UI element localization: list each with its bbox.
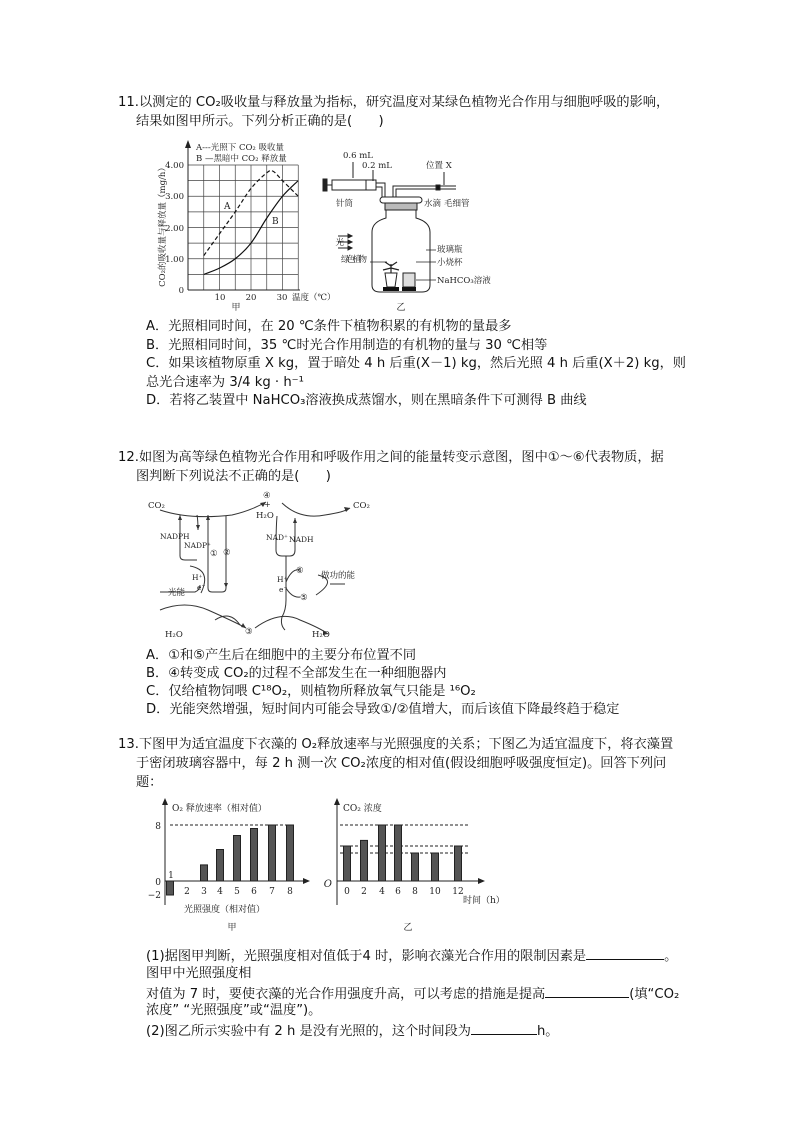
x-tick-label: 6 <box>395 887 401 897</box>
bar <box>217 850 224 882</box>
label-2: ② <box>223 548 231 558</box>
chart-a-ytick: −2 <box>147 891 161 901</box>
nadph: NADPH <box>160 532 190 541</box>
q11-option-c-cont: 总光合速率为 3/4 kg · h⁻¹ <box>146 375 304 390</box>
q13-sub1-line4: 浓度” “光照强度”或“温度”)。 <box>146 1003 322 1018</box>
label-5: ⑤ <box>300 593 308 603</box>
bar <box>269 825 276 881</box>
x-tick-label: 4 <box>217 887 223 897</box>
co2-right: CO₂ <box>353 501 370 511</box>
x-tick-label: 2 <box>361 887 367 897</box>
text: h。 <box>536 1024 559 1039</box>
xtick: 30 <box>276 293 288 303</box>
q13-sub1-line1 <box>146 946 677 966</box>
label-3: ③ <box>245 627 253 637</box>
ytick: 0 <box>178 286 184 296</box>
curve-label-b: B <box>272 217 279 227</box>
q13-stem-line2: 于密闭玻璃容器中，每 2 h 测一次 CO₂浓度的相对值(假设细胞呼吸强度恒定)。回答下列问 <box>136 756 667 771</box>
q13-sub1-line2: 图甲中光照强度相 <box>146 966 252 981</box>
x-tick-label: 8 <box>287 887 293 897</box>
ytick: 3.00 <box>165 192 184 202</box>
light-energy: 光能 <box>168 588 186 598</box>
text: (填“CO₂ <box>629 987 680 1002</box>
x-tick-label: 7 <box>269 887 275 897</box>
e-minus-right: e⁻ <box>279 585 288 594</box>
x-tick-label: 10 <box>429 887 441 897</box>
x-tick-label: 8 <box>412 887 418 897</box>
h2o-top: H₂O <box>256 511 274 521</box>
bar <box>167 881 174 895</box>
q12-option-a: A．①和⑤产生后在细胞中的主要分布位置不同 <box>146 648 417 663</box>
legend-a: A---光照下 CO₂ 吸收量 <box>196 143 285 153</box>
chart-b-origin: O <box>323 879 332 890</box>
text: (2)图乙所示实验中有 2 h 是没有光照的，这个时间段为 <box>146 1024 471 1039</box>
beaker-label: 小烧杯 <box>437 258 463 268</box>
nad: NAD⁺ <box>266 533 288 542</box>
text: 对值为 7 时，要使衣藻的光合作用强度升高，可以考虑的措施是提高 <box>146 987 546 1002</box>
h2o-right: H₂O <box>312 630 330 640</box>
q13-stem-line3: 题： <box>136 775 163 790</box>
bar <box>455 846 462 881</box>
q13-stem-line1: 13.下图甲为适宜温度下衣藻的 O₂释放速率与光照强度的关系；下图乙为适宜温度下，将衣藻置 <box>118 737 674 752</box>
answer-blank-3[interactable] <box>471 1021 537 1035</box>
syringe-06ml-label: 0.6 mL <box>343 151 373 161</box>
x-tick-label: 6 <box>251 887 257 897</box>
q11-option-c: C．如果该植物原重 X kg，置于暗处 4 h 后重(X－1) kg，然后光照 4 h 后重(X＋2) kg，则 <box>146 356 686 371</box>
plus: + <box>264 500 271 509</box>
work-energy: 做功的能 <box>321 571 356 581</box>
chart-a-title: O₂ 释放速率（相对值） <box>172 804 267 814</box>
h2o-left: H₂O <box>165 630 183 640</box>
figure-caption: 甲 <box>231 303 241 313</box>
bar <box>432 853 439 881</box>
nadh: NADH <box>289 535 314 544</box>
chart-a-xlabel: 光照强度（相对值） <box>184 905 266 915</box>
legend-b: B —黑暗中 CO₂ 释放量 <box>196 154 287 164</box>
q12-stem-line1: 12.如图为高等绿色植物光合作用和呼吸作用之间的能量转变示意图，图中①～⑥代表物质，据 <box>118 450 664 465</box>
ytick: 4.00 <box>165 161 184 171</box>
bar <box>201 865 208 881</box>
q12-option-b: B．④转变成 CO₂的过程不全部发生在一种细胞器内 <box>146 666 447 681</box>
q11-option-b: B．光照相同时间，35 ℃时光合作用制造的有机物的量与 30 ℃相等 <box>146 338 548 353</box>
q13-sub2 <box>146 1021 559 1041</box>
q11-stem-line1: 11.以测定的 CO₂吸收量与释放量为指标，研究温度对某绿色植物光合作用与细胞呼吸的影响， <box>118 95 670 110</box>
x-tick-label: 4 <box>379 887 385 897</box>
x-axis-label: 温度（℃） <box>292 293 336 303</box>
curve-label-a: A <box>224 202 231 212</box>
answer-blank-2[interactable] <box>545 984 629 998</box>
h-plus-left: H⁺ <box>192 573 203 582</box>
q11-option-a: A．光照相同时间，在 20 ℃条件下植物积累的有机物的量最多 <box>146 319 512 334</box>
chart-b-caption: 乙 <box>403 923 413 933</box>
syringe-label: 针筒 <box>336 199 354 209</box>
ytick: 1.00 <box>165 255 184 265</box>
syringe-02ml-label: 0.2 mL <box>362 161 392 171</box>
label-6: ⑥ <box>296 566 304 576</box>
co2-left: CO₂ <box>148 501 165 511</box>
q11-stem-line2: 结果如图甲所示。下列分析正确的是( ) <box>136 114 384 129</box>
label-4: ④ <box>263 491 271 501</box>
x-tick-label: 0 <box>344 887 350 897</box>
h-plus-right: H⁺ <box>277 575 288 584</box>
solution-label: NaHCO₃溶液 <box>437 276 491 286</box>
q12-option-d: D．光能突然增强，短时间内可能会导致①/②值增大，而后该值下降最终趋于稳定 <box>146 702 620 717</box>
chart-a-ytick: 0 <box>155 878 161 888</box>
q13-sub1-line3 <box>146 984 679 1004</box>
plant-label: 绿色植物 <box>341 255 367 265</box>
bar <box>412 853 419 881</box>
water-drop-label: 水滴 <box>424 199 442 209</box>
ytick: 2.00 <box>165 224 184 234</box>
chart-a-caption: 甲 <box>227 923 237 933</box>
bottle-label: 玻璃瓶 <box>437 245 463 255</box>
figure-caption: 乙 <box>396 303 406 313</box>
q12-stem-line2: 图判断下列说法不正确的是( ) <box>136 469 331 484</box>
nadp: NADP⁺ <box>184 541 211 550</box>
light-label: 光 <box>335 238 344 248</box>
x-tick-label: 2 <box>184 887 190 897</box>
label-1: ① <box>210 549 218 559</box>
position-x-label: 位置 X <box>426 161 452 171</box>
bar <box>344 846 351 881</box>
x-tick-label: 5 <box>234 887 240 897</box>
text: (1)据图甲判断，光照强度相对值低于4 时，影响衣藻光合作用的限制因素是 <box>146 949 587 964</box>
x-tick-label: 3 <box>201 887 207 897</box>
xtick: 20 <box>245 293 257 303</box>
bar <box>251 829 258 882</box>
capillary-label: 毛细管 <box>444 199 470 209</box>
x-tick-label: 12 <box>452 887 464 897</box>
bar <box>361 840 368 881</box>
chart-b-xlabel: 时间（h） <box>463 896 505 906</box>
y-axis-label: CO₂的吸收量与释放量（mg/h） <box>158 163 168 287</box>
bar <box>287 825 294 881</box>
chart-b-title: CO₂ 浓度 <box>343 804 382 814</box>
xtick: 10 <box>214 293 226 303</box>
chart-a-ytick: 8 <box>155 822 161 832</box>
e-minus-left: e⁻ <box>197 583 206 592</box>
bar <box>379 825 386 881</box>
text: 。 <box>664 949 678 964</box>
x-tick-label: 1 <box>168 871 174 881</box>
q11-option-d: D．若将乙装置中 NaHCO₃溶液换成蒸馏水，则在黑暗条件下可测得 B 曲线 <box>146 393 587 408</box>
bar <box>234 836 241 882</box>
answer-blank-1[interactable] <box>586 946 664 960</box>
bar <box>395 825 402 881</box>
q12-option-c: C．仅给植物饲喂 C¹⁸O₂，则植物所释放氧气只能是 ¹⁶O₂ <box>146 684 476 699</box>
